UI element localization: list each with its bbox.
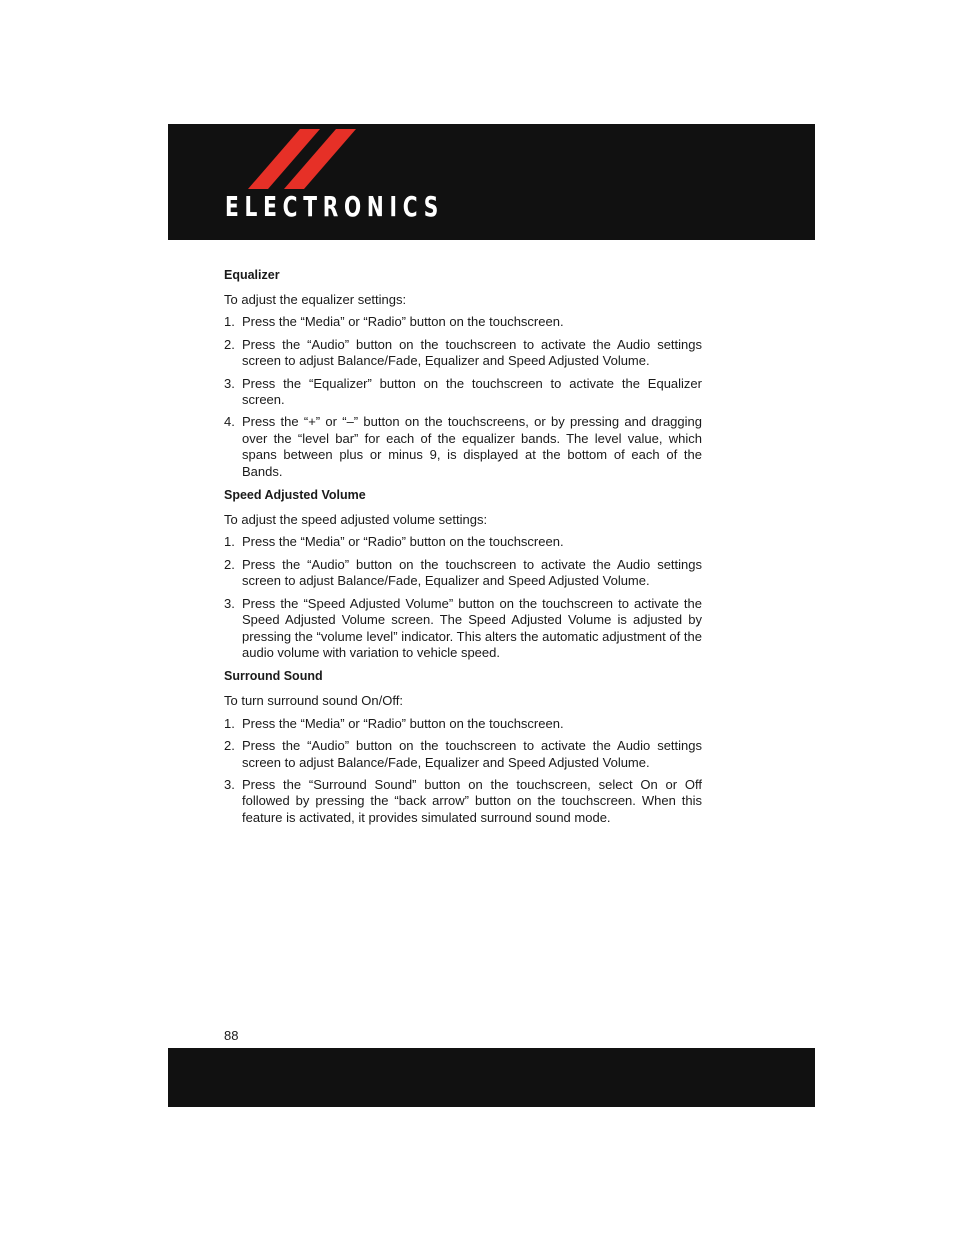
step-number: 2. [224,336,235,352]
step-text: Press the “Audio” button on the touchscreen to activate the Audio settings screen to adjust Balance/Fade, Equalizer and Speed Adjusted Volume. [242,738,702,770]
steps-list [224,314,702,480]
steps-list [224,534,702,661]
list-item [224,337,702,370]
page-number: 88 [224,1028,239,1043]
step-text: Press the “Media” or “Radio” button on the touchscreen. [242,715,564,731]
list-item [224,314,702,330]
list-item [224,534,702,550]
step-number: 3. [224,375,235,391]
step-number: 2. [224,556,235,572]
list-item [224,777,702,826]
step-number: 3. [224,776,235,792]
step-number: 1. [224,715,235,731]
step-text: Press the “+” or “–” button on the touchscreens, or by pressing and dragging over the “level bar” for each of the equalizer bands. The level value, which spans between plus or minus 9, is displayed at the bottom of each of the Bands. [242,414,702,479]
equalizer-section [224,266,702,480]
footer-banner [168,1048,815,1107]
section-heading: Equalizer [224,268,280,282]
section-intro: To turn surround sound On/Off: [224,693,403,709]
section-intro: To adjust the equalizer settings: [224,292,407,307]
step-number: 4. [224,414,235,430]
step-text: Press the “Audio” button on the touchscreen to activate the Audio settings screen to adjust Balance/Fade, Equalizer and Speed Adjusted Volume. [242,336,702,369]
step-text: Press the “Equalizer” button on the touchscreen to activate the Equalizer screen. [242,375,702,408]
surround-sound-section [224,667,702,826]
speed-adjusted-volume-section [224,486,702,661]
step-text: Press the “Media” or “Radio” button on the touchscreen. [242,314,564,330]
step-text: Press the “Media” or “Radio” button on the touchscreen. [242,534,564,550]
step-number: 1. [224,314,235,330]
list-item [224,376,702,409]
section-title: ELECTRONICS [225,190,445,223]
list-item [224,557,702,590]
section-header-banner [168,124,815,240]
steps-list [224,716,702,826]
manual-content [224,266,702,832]
section-intro: To adjust the speed adjusted volume settings: [224,512,488,528]
list-item [224,414,702,480]
section-heading: Speed Adjusted Volume [224,488,366,503]
list-item [224,738,702,771]
step-number: 2. [224,738,235,754]
brand-stripes-logo [248,129,358,189]
list-item [224,596,702,662]
step-text: Press the “Surround Sound” button on the touchscreen, select On or Off followed by pressing the “back arrow” button on the touchscreen. When this feature is activated, it provides simulated surround sound mode. [242,776,702,825]
section-heading: Surround Sound [224,669,323,684]
step-number: 1. [224,534,235,550]
step-text: Press the “Speed Adjusted Volume” button on the touchscreen to activate the Speed Adjusted Volume screen. The Speed Adjusted Volume is adjusted by pressing the “volume level” indicator. This alters the automatic adjustment of the audio volume with variation to vehicle speed. [242,595,702,660]
step-text: Press the “Audio” button on the touchscreen to activate the Audio settings screen to adjust Balance/Fade, Equalizer and Speed Adjusted Volume. [242,556,702,589]
step-number: 3. [224,595,235,611]
list-item [224,716,702,732]
